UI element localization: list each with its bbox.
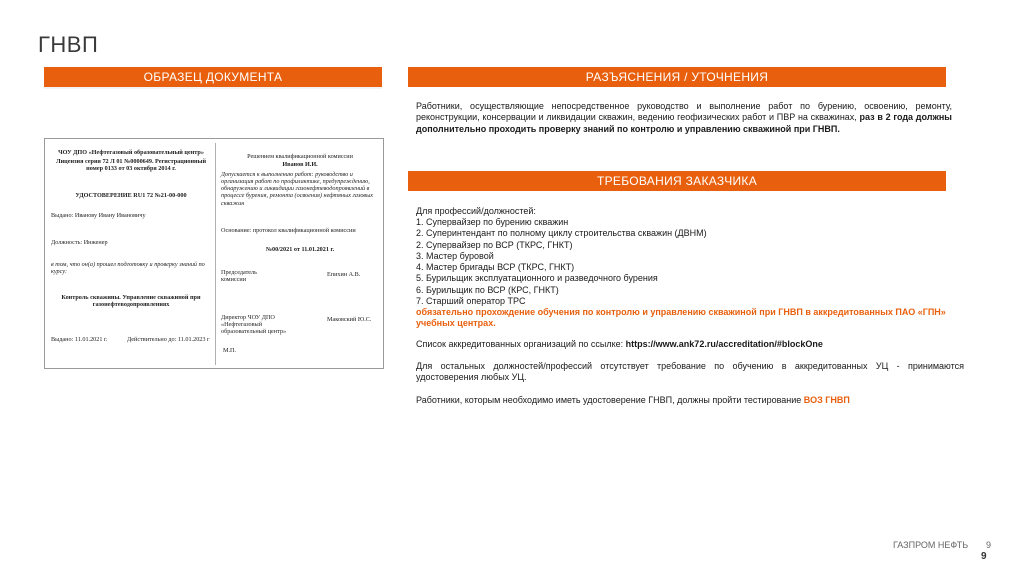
cert-issued-date: Выдано: 11.01.2021 г. (51, 336, 108, 343)
cert-position: Должность: Инженер (51, 239, 108, 246)
cert-admitted: Допускается к выполнению работ: руководство и организация работ по профилактике, предупреждению, обнаружению и ликвидации газонефтеводопроявлений в процессе бурения, ремонта (освоения) нефтяных газовых скважин (221, 171, 374, 207)
other-positions-text: Для остальных должностей/профессий отсутствует требование по обучению в аккредитованных УЦ - принимаются удостоверения любых УЦ. (416, 361, 964, 383)
cert-number: УДОСТОВЕРЕНИЕ RU1 72 №21-00-000 (75, 192, 187, 199)
cert-course: Контроль скважины. Управление скважиной при газонефтеводопроявлениях (61, 294, 201, 309)
banner-shadow (44, 87, 382, 89)
requirements-intro: Для профессий/должностей: (416, 206, 536, 216)
cert-chair-label: Председатель комиссии (221, 269, 257, 284)
customer-requirements-banner: ТРЕБОВАНИЯ ЗАКАЗЧИКА (408, 171, 946, 191)
cert-director-name: Маковский Ю.С. (327, 316, 372, 323)
cert-stamp-mark: М.П. (223, 347, 237, 354)
list-item: 2. Суперинтендант по полному циклу строительства скважин (ДВНМ) (416, 228, 707, 239)
footer-company: ГАЗПРОМ НЕФТЬ (893, 540, 969, 550)
cert-basis: Основание: протокол квалификационной комиссии (221, 227, 356, 234)
cert-issued-to: Выдано: Иванову Ивану Ивановичу (51, 212, 146, 219)
cert-org: ЧОУ ДПО «Нефтегазовый образовательный центр» (58, 149, 204, 156)
list-item: 7. Старший оператор ТРС (416, 296, 526, 307)
accreditation-link[interactable]: https://www.ank72.ru/accreditation/#blockOne (625, 339, 823, 349)
footer-slide-number: 9 (986, 540, 992, 550)
list-item: 4. Мастер бригады ВСР (ТКРС, ГНКТ) (416, 262, 575, 273)
cert-valid-until: Действительно до: 11.01.2023 г (127, 336, 210, 343)
accredited-list-line: Список аккредитованных организаций по ссылке: https://www.ank72.ru/accreditation/#blockOne (416, 339, 823, 349)
list-item: 2. Супервайзер по ВСР (ТКРС, ГНКТ) (416, 239, 573, 250)
cert-chair-name: Епихин А.В. (327, 271, 361, 278)
list-item: 5. Бурильщик эксплуатационного и разведочного бурения (416, 273, 658, 284)
page-title: ГНВП (38, 32, 99, 57)
list-item: 1. Супервайзер по бурению скважин (416, 217, 569, 227)
cert-decision: Решением квалификационной комиссии (247, 153, 353, 160)
cert-decision-name: Иванов И.И. (282, 161, 318, 168)
testing-text: Работники, которым необходимо иметь удостоверение ГНВП, должны пройти тестирование ВОЗ ГНВП (416, 395, 850, 405)
cert-statement: в том, что он(а) прошел подготовку и проверку знаний по курсу: (51, 261, 205, 276)
requirements-list (416, 217, 952, 307)
mandatory-training-text: обязательно прохождение обучения по контролю и управлению скважиной при ГНВП в аккредитованных ПАО «ГПН» учебных центрах. (416, 307, 946, 329)
list-item: 6. Бурильщик по ВСР (КРС, ГНКТ) (416, 284, 559, 295)
certificate-divider (215, 143, 216, 365)
clarification-text: Работники, осуществляющие непосредственное руководство и выполнение работ по бурению, освоению, ремонту, реконструкции, консервации и ликвидации скважин, ведению геофизических работ и ПВР на скважинах, раз в 2 года должны дополнительно проходить проверку знаний по контролю и управлению скважиной при ГНВП. (416, 101, 952, 134)
certificate-sample (44, 138, 384, 369)
cert-license: Лицензия серия 72 Л 01 №0000649. Регистрационный номер 0133 от 03 октября 2014 г. (55, 158, 207, 173)
list-item: 3. Мастер буровой (416, 250, 494, 261)
sample-document-banner: ОБРАЗЕЦ ДОКУМЕНТА (44, 67, 382, 87)
cert-protocol: №00/2021 от 11.01.2021 г. (265, 246, 335, 253)
page-number: 9 (981, 551, 987, 562)
clarifications-banner: РАЗЪЯСНЕНИЯ / УТОЧНЕНИЯ (408, 67, 946, 87)
cert-director-label: Директор ЧОУ ДПО «Нефтегазовый образовательный центр» (221, 314, 287, 336)
